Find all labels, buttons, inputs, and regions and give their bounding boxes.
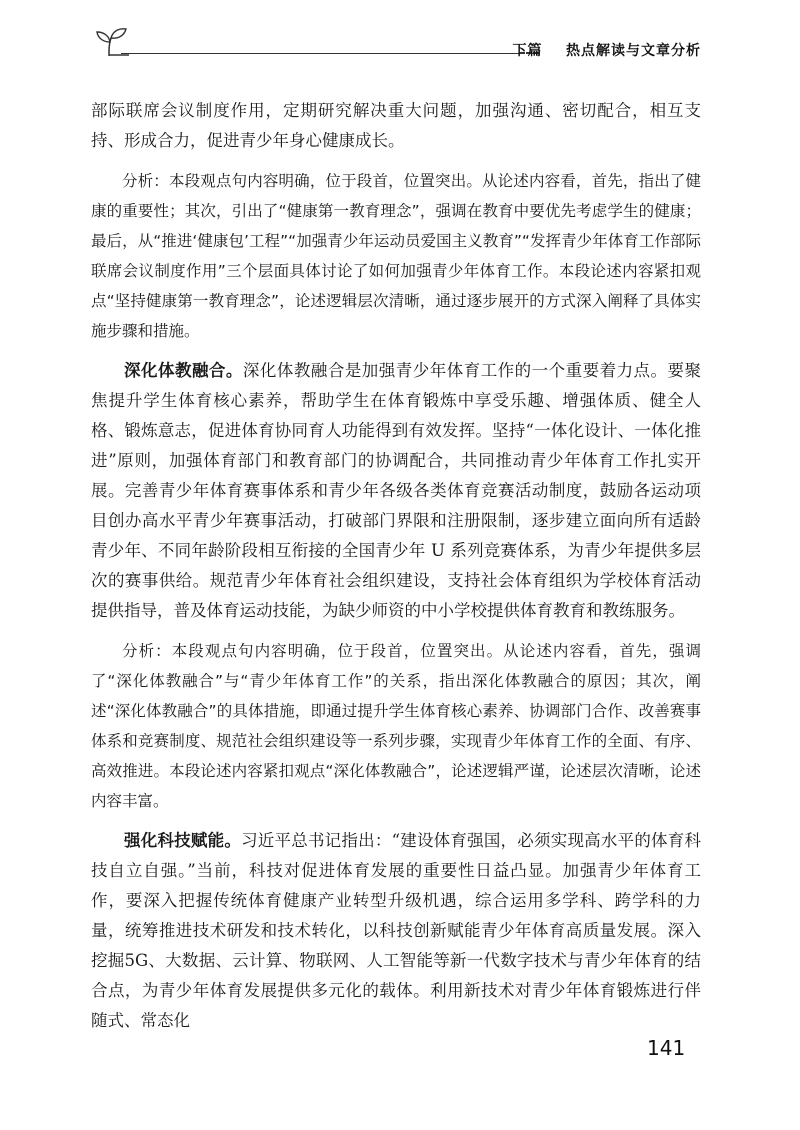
- running-header: [95, 26, 701, 66]
- analysis-paragraph: 分析：本段观点句内容明确，位于段首，位置突出。从论述内容看，首先，指出了健康的重要性；其次，引出了“健康第一教育理念”，强调在教育中要优先考虑学生的健康；最后，从“推进‘健康包’工程”“加强青少年运动员爱国主义教育”“发挥青少年体育工作部际联席会议制度作用”三个层面具体讨论了如何加强青少年体育工作。本段论述内容紧扣观点“坚持健康第一教育理念”，论述逻辑层次清晰，通过逐步展开的方式深入阐释了具体实施步骤和措施。: [91, 172, 701, 340]
- section-heading: 深化体教融合。: [124, 361, 243, 380]
- section-text: 深化体教融合是加强青少年体育工作的一个重要着力点。要聚焦提升学生体育核心素养，帮助学生在体育锻炼中享受乐趣、增强体质、健全人格、锻炼意志，促进体育协同育人功能得到有效发挥。坚持“一体化设计、一体化推进”原则，加强体育部门和教育部门的协调配合，共同推动青少年体育工作扎实开展。完善青少年体育赛事体系和青少年各级各类体育竞赛活动制度，鼓励各运动项目创办高水平青少年赛事活动，打破部门界限和注册限制，逐步建立面向所有适龄青少年、不同年龄阶段相互衔接的全国青少年 U 系列竞赛体系，为青少年提供多层次的赛事供给。规范青少年体育社会组织建设，支持社会体育组织为学校体育活动提供指导，普及体育运动技能，为缺少师资的中小学校提供体育教育和教练服务。: [91, 361, 702, 620]
- section-text: 习近平总书记指出：“建设体育强国，必须实现高水平的体育科技自立自强。”当前，科技对促进体育发展的重要性日益凸显。加强青少年体育工作，要深入把握传统体育健康产业转型升级机遇，综合运用多学科、跨学科的力量，统筹推进技术研发和技术转化，以科技创新赋能青少年体育高质量发展。深入挖掘5G、大数据、云计算、物联网、人工智能等新一代数字技术与青少年体育的结合点，为青少年体育发展提供多元化的载体。利用新技术对青少年体育锻炼进行伴随式、常态化: [91, 831, 702, 1030]
- analysis-paragraph: 分析：本段观点句内容明确，位于段首，位置突出。从论述内容看，首先，强调了“深化体教融合”与“青少年体育工作”的关系，指出深化体教融合的原因；其次，阐述“深化体教融合”的具体措施，即通过提升学生体育核心素养、协调部门合作、改善赛事体系和竞赛制度、规范社会组织建设等一系列步骤，实现青少年体育工作的全面、有序、高效推进。本段论述内容紧扣观点“深化体教融合”，论述逻辑严谨，论述层次清晰，论述内容丰富。: [91, 642, 701, 810]
- running-title: [513, 40, 702, 60]
- section-paragraph: [91, 826, 701, 1036]
- page-number: 141: [647, 1036, 686, 1060]
- section-heading: 强化科技赋能。: [124, 831, 242, 850]
- chapter-title: 热点解读与文章分析: [566, 43, 701, 59]
- section-label: 下篇: [512, 43, 543, 59]
- page-body: [91, 96, 701, 1046]
- continuation-paragraph: 部际联席会议制度作用，定期研究解决重大问题，加强沟通、密切配合，相互支持、形成合力，促进青少年身心健康成长。: [91, 101, 701, 150]
- header-rule: [121, 53, 519, 54]
- section-paragraph: [91, 356, 701, 626]
